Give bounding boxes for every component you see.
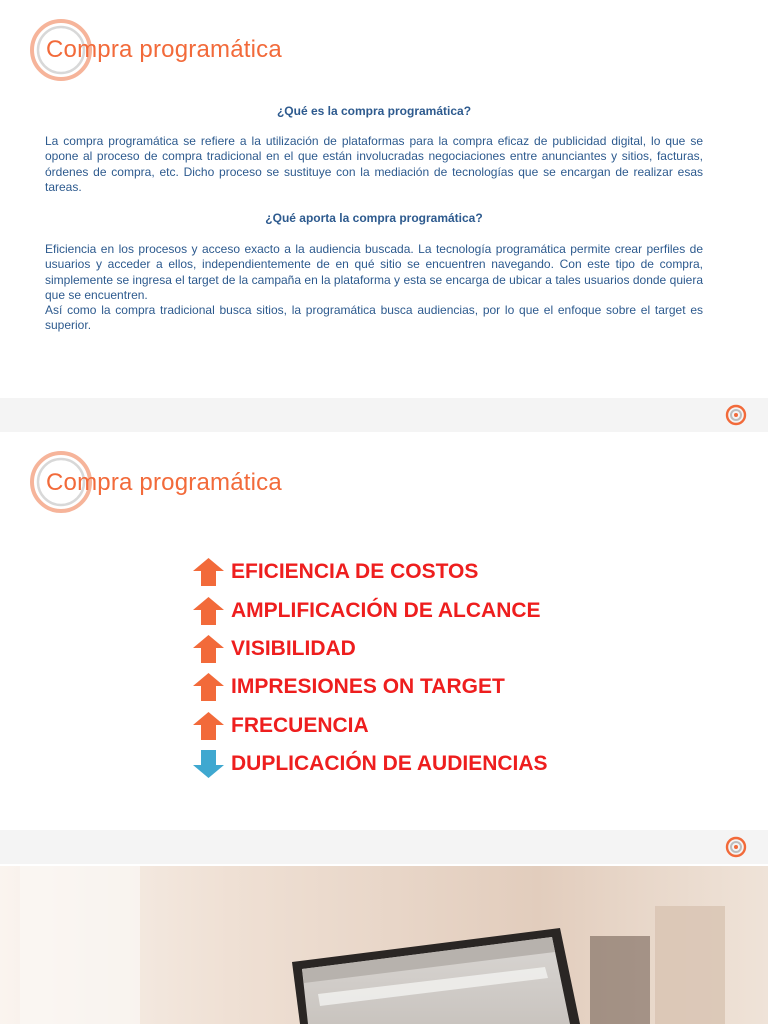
arrow-up-icon [192, 711, 225, 741]
list-item [192, 707, 548, 745]
list-item-label: DUPLICACIÓN DE AUDIENCIAS [231, 752, 548, 776]
arrow-down-icon [192, 749, 225, 779]
slide-footer [0, 398, 768, 432]
section-heading-benefits: ¿Qué aporta la compra programática? [265, 211, 483, 225]
list-item [192, 668, 548, 706]
arrow-up-icon [192, 634, 225, 664]
slide-intro [0, 0, 768, 432]
laptop-photo-illustration [0, 866, 768, 1024]
paragraph-audiences: Así como la compra tradicional busca sitios, la programática busca audiencias, por lo que el enfoque sobre el target es superior. [45, 303, 703, 333]
list-item [192, 745, 548, 783]
list-item-label: EFICIENCIA DE COSTOS [231, 560, 479, 584]
arrow-up-icon [192, 596, 225, 626]
paragraph-definition: La compra programática se refiere a la utilización de plataformas para la compra eficaz de publicidad digital, lo que se opone al proceso de compra tradicional en el que están involucradas negociaciones entre anunciantes y sitios, facturas, órdenes de compra, etc. Dicho proceso se sustituye con la mediación de tecnologías que se encargan de realizar esas tareas. [45, 134, 703, 195]
brand-logo-icon [725, 404, 747, 426]
list-item [192, 553, 548, 591]
arrow-up-icon [192, 557, 225, 587]
slide-footer [0, 830, 768, 864]
list-item-label: AMPLIFICACIÓN DE ALCANCE [231, 598, 541, 622]
benefits-list [192, 553, 548, 783]
page-title: Compra programática [46, 469, 282, 496]
page-title: Compra programática [46, 36, 282, 63]
list-item [192, 630, 548, 668]
laptop-photo [0, 866, 768, 1024]
list-item-label: FRECUENCIA [231, 713, 369, 737]
list-item [192, 591, 548, 629]
list-item-label: IMPRESIONES ON TARGET [231, 675, 505, 699]
section-heading-what: ¿Qué es la compra programática? [276, 104, 472, 118]
arrow-up-icon [192, 672, 225, 702]
slide-benefits [0, 432, 768, 865]
paragraph-benefits: Eficiencia en los procesos y acceso exacto a la audiencia buscada. La tecnología programática permite crear perfiles de usuarios y acceder a ellos, independientemente de en qué sitio se encuentren navegando. Con este tipo de compra, simplemente se ingresa el target de la campaña en la plataforma y esta se encarga de ubicar a tales usuarios donde quiera que se encuentren. [45, 242, 703, 303]
brand-logo-icon [725, 836, 747, 858]
list-item-label: VISIBILIDAD [231, 636, 356, 660]
